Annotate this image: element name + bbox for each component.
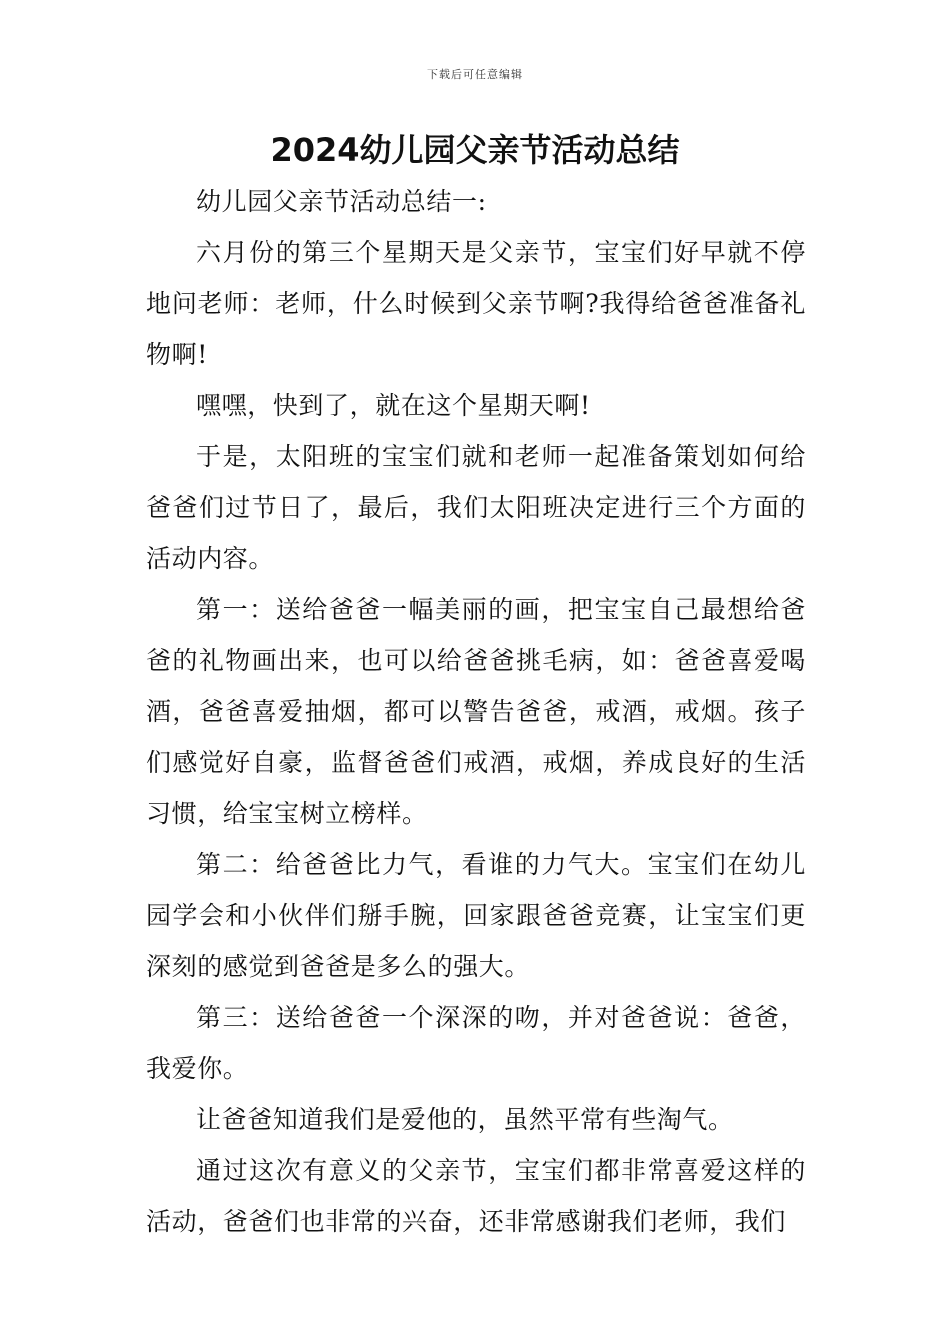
paragraph: 幼儿园父亲节活动总结一: (196, 187, 487, 216)
paragraph: 第一：送给爸爸一幅美丽的画，把宝宝自己最想给爸爸的礼物画出来，也可以给爸爸挑毛病，如：爸爸喜爱喝酒，爸爸喜爱抽烟，都可以警告爸爸，戒酒，戒烟。孩子们感觉好自豪，监督爸爸们戒酒，戒烟，养成良好的生活习惯，给宝宝树立榜样。 (146, 595, 806, 828)
paragraph: 嘿嘿，快到了，就在这个星期天啊! (196, 391, 591, 420)
document-body (146, 176, 806, 1247)
header-note: 下载后可任意编辑 (427, 68, 523, 81)
document-title: 2024幼儿园父亲节活动总结 (270, 131, 680, 169)
paragraph: 通过这次有意义的父亲节，宝宝们都非常喜爱这样的活动，爸爸们也非常的兴奋，还非常感谢我们老师，我们 (146, 1156, 806, 1236)
paragraph: 让爸爸知道我们是爱他的，虽然平常有些淘气。 (196, 1105, 734, 1134)
paragraph: 于是，太阳班的宝宝们就和老师一起准备策划如何给爸爸们过节日了，最后，我们太阳班决定进行三个方面的活动内容。 (146, 442, 806, 573)
paragraph: 第二：给爸爸比力气，看谁的力气大。宝宝们在幼儿园学会和小伙伴们掰手腕，回家跟爸爸竞赛，让宝宝们更深刻的感觉到爸爸是多么的强大。 (146, 850, 806, 981)
paragraph: 六月份的第三个星期天是父亲节，宝宝们好早就不停地问老师：老师，什么时候到父亲节啊?我得给爸爸准备礼物啊! (146, 238, 806, 369)
paragraph: 第三：送给爸爸一个深深的吻，并对爸爸说：爸爸，我爱你。 (146, 1003, 806, 1083)
